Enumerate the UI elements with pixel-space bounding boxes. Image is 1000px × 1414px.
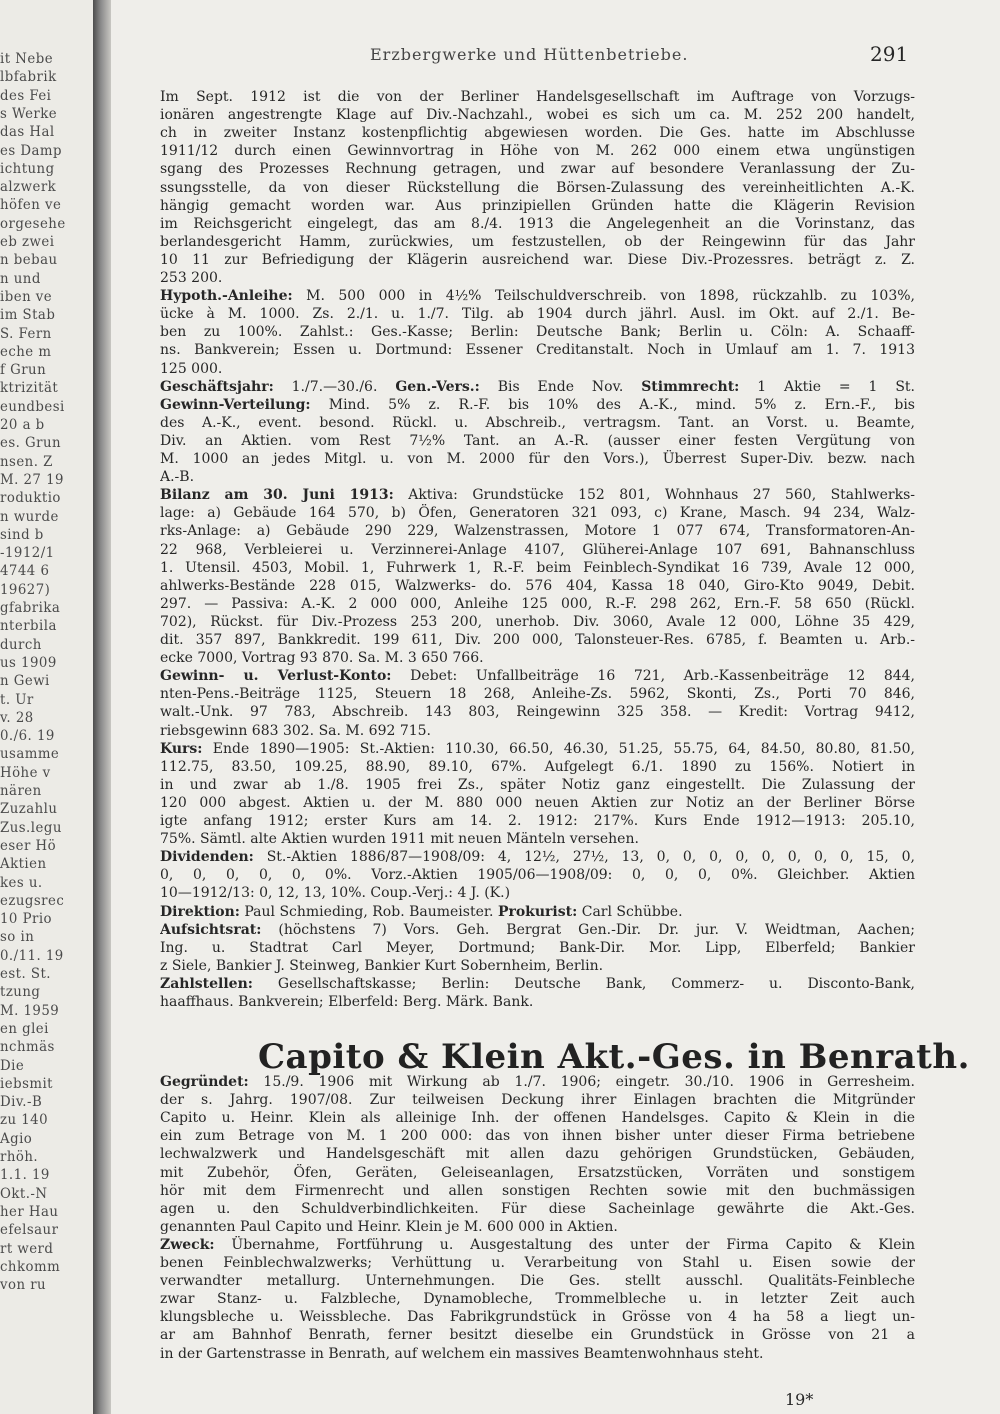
gutter-text-line: her Hau — [0, 1203, 59, 1220]
gutter-text-line: eb zwei — [0, 234, 55, 250]
gutter-text-line: iebsmit — [0, 1075, 54, 1092]
gutter-text-line: lbfabrik — [0, 69, 57, 86]
gutter-text-line: n und — [0, 270, 41, 287]
text-line — [160, 1127, 915, 1146]
entry-label: Aufsichtsrat: — [160, 921, 262, 938]
gutter-text-line: Aktien — [0, 856, 47, 873]
footer-signature: 19* — [785, 1390, 814, 1409]
text-line — [160, 468, 915, 487]
entry-text: riebsgewinn 683 302. Sa. M. 692 715. — [160, 722, 432, 739]
entry-text: A.-B. — [160, 469, 195, 486]
entry-text: im Reichsgericht eingelegt, das am 8./4. 1913 die Angelegenheit an die Vorinstanz, das — [160, 215, 915, 232]
entry-text: rks-Anlage: a) Gebäude 290 229, Walzenstrassen, Motore 1 077 674, Transformatoren-An- — [160, 523, 915, 540]
entry-text: hör mit dem Firmenrecht und allen sonstigen Rechten sowie mit den buchmässigen — [160, 1182, 915, 1199]
gutter-text-line: usamme — [0, 746, 60, 763]
entry-text: mit Zubehör, Öfen, Geräten, Geleiseanlagen, Ersatzstücken, Vorräten und sonstigem — [160, 1164, 915, 1181]
gutter-text-line: n wurde — [0, 508, 59, 525]
entry-label: Direktion: — [160, 903, 240, 920]
entry-text: verwandter metallurg. Unternehmungen. Die Ges. stellt ausschl. Qualitäts-Feinbleche — [160, 1273, 915, 1290]
text-line — [160, 794, 915, 813]
gutter-text-line: Höhe v — [0, 764, 51, 781]
section-title: Capito & Klein Akt.-Ges. in Benrath. — [258, 1037, 970, 1077]
gutter-text-line: eche m — [0, 343, 52, 360]
text-line — [160, 559, 915, 578]
gutter-text-line: Die — [0, 1057, 25, 1074]
entry-label: Bilanz am 30. Juni 1913: — [160, 487, 394, 504]
gutter-text-line: alzwerk — [0, 179, 57, 196]
entry-text: berlandesgericht Hamm, zurückwies, um festzustellen, ob der Reingewinn für das Jahr — [160, 233, 915, 250]
book-fold-shadow — [93, 0, 111, 1414]
text-line — [160, 957, 915, 976]
gutter-text-line: es Damp — [0, 142, 62, 159]
entry-text: 22 968, Verbleierei u. Verzinnerei-Anlage 4107, Glüherei-Anlage 107 691, Bahnanschluss — [160, 541, 915, 558]
gutter-text-line: tzung — [0, 984, 41, 1001]
entry-text: agen u. den Schuldverbindlichkeiten. Für diese Sacheinlage gewährte die Akt.-Ges. — [160, 1200, 915, 1217]
entry-text: 125 000. — [160, 360, 223, 377]
text-line — [160, 921, 915, 940]
entry-text: 10—1912/13: 0, 12, 13, 10%. Coup.-Verj.: 4 J. (K.) — [160, 885, 511, 902]
entry-label: Gewinn- u. Verlust-Konto: — [160, 668, 392, 685]
entry-text: Carl Schübbe. — [577, 903, 683, 920]
gutter-text-line: iben ve — [0, 288, 53, 305]
text-line — [160, 577, 915, 596]
text-line — [160, 269, 915, 288]
text-line — [160, 106, 915, 125]
text-line — [160, 939, 915, 958]
entry-text: Div. an Aktien. vom Rest 7½% Tant. an A.-R. (ausser einer festen Vergütung von — [160, 432, 915, 449]
gutter-text-line: ezugsrec — [0, 892, 65, 909]
text-line — [160, 848, 915, 867]
entry-text: 1 Aktie = 1 St. — [739, 378, 915, 395]
entry-text: 1./7.—30./6. — [273, 378, 396, 395]
text-line — [160, 1218, 915, 1237]
gutter-text-line: eundbesi — [0, 398, 65, 415]
text-line — [160, 993, 915, 1012]
gutter-text-line: Zuzahlu — [0, 801, 58, 818]
text-line — [160, 88, 915, 107]
entry-text: ein zum Betrage von M. 1 200 000: das von ihnen bisher unter dieser Firma betriebene — [160, 1128, 915, 1145]
entry-text: 112.75, 83.50, 109.25, 88.90, 89.10, 67%. Aufgelegt 6./1. 1890 zu 156%. Notiert in — [160, 758, 915, 775]
gutter-text-line: es. Grun — [0, 435, 62, 452]
text-line — [160, 1109, 915, 1128]
gutter-text-line: nterbila — [0, 618, 57, 635]
text-line — [160, 1345, 915, 1364]
gutter-text-line: nsen. Z — [0, 453, 53, 470]
text-line — [160, 305, 915, 324]
gutter-text-line: v. 28 — [0, 709, 34, 726]
gutter-text-line: das Hal — [0, 124, 55, 141]
gutter-text-line: des Fei — [0, 87, 52, 104]
gutter-text-line: M. 1959 — [0, 1002, 60, 1019]
text-line — [160, 812, 915, 831]
gutter-text-line: eser Hö — [0, 837, 57, 854]
gutter-text-line: 10 Prio — [0, 911, 53, 928]
entry-text: ar am Bahnhof Benrath, ferner besitzt dieselbe ein Grundstück in Grösse von 21 a — [160, 1327, 915, 1344]
gutter-text-line: est. St. — [0, 966, 51, 982]
entry-label: Stimmrecht: — [641, 378, 740, 395]
entry-text: ssungsstelle, da von dieser Rückstellung die Börsen-Zulassung des vereinheitlichten A.-K. — [160, 179, 915, 196]
text-line — [160, 341, 915, 360]
entry-text: 0, 0, 0, 0, 0, 0%. Vorz.-Aktien 1905/06—1908/09: 0, 0, 0, 0%. Gleichber. Aktien — [160, 867, 915, 884]
gutter-text-line: n Gewi — [0, 673, 50, 690]
gutter-text-line: 19627) — [0, 581, 51, 598]
entry-text: des A.-K., event. besond. Rückl. u. Abschreib., vertragsm. Tant. an Vorst. u. Beamte, — [160, 414, 915, 431]
entry-text: Übernahme, Fortführung u. Ausgestaltung des unter der Firma Capito & Klein — [214, 1236, 915, 1253]
entry-text: ahlwerks-Bestände 228 015, Walzwerks- do. 576 404, Kassa 18 040, Giro-Kto 9049, Debit. — [160, 577, 915, 594]
text-line — [160, 1272, 915, 1291]
entry-text: z Siele, Bankier J. Steinweg, Bankier Kurt Sobernheim, Berlin. — [160, 957, 604, 974]
text-line — [160, 1200, 915, 1219]
gutter-text-line: orgesehe — [0, 215, 66, 232]
gutter-text-line: rt werd — [0, 1240, 54, 1257]
text-line — [160, 1254, 915, 1273]
text-line — [160, 1164, 915, 1183]
entry-text: ben zu 100%. Zahlst.: Ges.-Kasse; Berlin: Deutsche Bank; Berlin u. Cöln: A. Schaaff- — [160, 324, 915, 341]
text-line — [160, 903, 915, 922]
text-line — [160, 667, 915, 686]
entry-text: M. 500 000 in 4½% Teilschuldverschreib. von 1898, rückzahlb. zu 103%, — [292, 288, 915, 305]
text-line — [160, 776, 915, 795]
gutter-text-line: so in — [0, 929, 35, 946]
entry-text: 120 000 abgest. Aktien u. der M. 880 000 neuen Aktien zur Notiz an der Berliner Börse — [160, 794, 915, 811]
text-line — [160, 522, 915, 541]
gutter-text-line: nären — [0, 783, 42, 799]
gutter-text-line: us 1909 — [0, 654, 57, 671]
entry-text: genannten Paul Capito und Heinr. Klein je M. 600 000 in Aktien. — [160, 1218, 618, 1235]
entry-label: Gewinn-Verteilung: — [160, 396, 311, 413]
text-line — [160, 1308, 915, 1327]
gutter-text-line: 4744 6 — [0, 563, 50, 580]
text-line — [160, 432, 915, 451]
gutter-text-line: roduktio — [0, 490, 61, 507]
gutter-text-line: zu 140 — [0, 1112, 49, 1129]
entry-label: Dividenden: — [160, 849, 254, 866]
gutter-text-line: Agio — [0, 1130, 33, 1147]
text-line — [160, 703, 915, 722]
text-line — [160, 830, 915, 849]
gutter-text-line: chkomm — [0, 1258, 61, 1275]
entry-text: dit. 357 897, Bankkredit. 199 611, Div. 200 000, Talonsteuer-Res. 6785, f. Beamten u. Arb.- — [160, 632, 915, 648]
text-line — [160, 233, 915, 252]
entry-text: Im Sept. 1912 ist die von der Berliner Handelsgesellschaft im Auftrage von Vorzugs- — [160, 89, 915, 105]
entry-text: 702), Rückst. für Div.-Prozess 253 200, unerhob. Div. 3060, Avale 12 000, Löhne 35 429, — [160, 613, 915, 630]
gutter-text-line: S. Fern — [0, 325, 52, 342]
entry-text: walt.-Unk. 97 783, Abschreib. 143 803, Reingewinn 325 358. — Kredit: Vortrag 9412, — [160, 704, 915, 721]
gutter-text-line: 0./11. 19 — [0, 947, 64, 964]
entry-text: ionären angestrengte Klage auf Div.-Nachzahl., wobei es sich um ca. M. 252 200 handelt, — [160, 107, 915, 124]
entry-text: ecke 7000, Vortrag 93 870. Sa. M. 3 650 766. — [160, 650, 484, 667]
text-line — [160, 595, 915, 614]
gutter-text-line: sind b — [0, 526, 44, 543]
text-line — [160, 396, 915, 415]
entry-text: 297. — Passiva: A.-K. 2 000 000, Anleihe 125 000, R.-F. 298 262, Ern.-F. 58 650 (Rückl. — [160, 595, 915, 612]
entry-text: Paul Schmieding, Rob. Baumeister. — [239, 903, 498, 920]
text-line — [160, 884, 915, 903]
text-line — [160, 450, 915, 469]
entry-text: Ing. u. Stadtrat Carl Meyer, Dortmund; Bank-Dir. Mor. Lipp, Elberfeld; Bankier — [160, 939, 915, 956]
entry-label: Zahlstellen: — [160, 975, 253, 992]
text-line — [160, 1145, 915, 1164]
gutter-text-line: im Stab — [0, 307, 56, 324]
text-line — [160, 414, 915, 433]
text-line — [160, 160, 915, 179]
entry-text: 10 11 zur Befriedigung der Klägerin ausreichend war. Diese Div.-Prozessres. beträgt z. Z. — [160, 251, 915, 268]
text-line — [160, 378, 915, 397]
gutter-text-line: 0./6. 19 — [0, 728, 55, 745]
entry-text: lage: a) Gebäude 164 570, b) Öfen, Generatoren 321 093, c) Krane, Masch. 94 234, Walz- — [160, 505, 915, 522]
text-line — [160, 360, 915, 379]
gutter-text-line: 1.1. 19 — [0, 1167, 50, 1184]
entry-text: 15./9. 1906 mit Wirkung ab 1./7. 1906; eingetr. 30./10. 1906 in Gerresheim. — [248, 1074, 915, 1090]
gutter-text-line: 20 a b — [0, 417, 45, 433]
entry-label: Zweck: — [160, 1236, 215, 1253]
gutter-text-line: n bebau — [0, 252, 58, 269]
text-line — [160, 649, 915, 668]
gutter-text-line: en glei — [0, 1020, 49, 1037]
gutter-text-line: Div.-B — [0, 1094, 43, 1111]
entry-label: Geschäftsjahr: — [160, 378, 274, 395]
gutter-text-line: kes u. — [0, 874, 43, 891]
entry-text: zwar Stanz- u. Falzbleche, Dynamobleche, Trommelbleche u. in letzter Zeit auch — [160, 1291, 915, 1308]
entry-text: Debet: Unfallbeiträge 16 721, Arb.-Kassenbeiträge 12 844, — [391, 668, 915, 685]
text-line — [160, 504, 915, 523]
gutter-text-line: s Werke — [0, 105, 58, 122]
gutter-text-line: ichtung — [0, 160, 55, 177]
gutter-text-line: ktrizität — [0, 380, 59, 397]
text-line — [160, 323, 915, 342]
entry-text: Bis Ende Nov. — [479, 378, 642, 395]
gutter-text-line: gfabrika — [0, 600, 61, 616]
gutter-text-line: rhöh. — [0, 1149, 39, 1165]
entry-text: St.-Aktien 1886/87—1908/09: 4, 12½, 27½, 13, 0, 0, 0, 0, 0, 0, 0, 0, 15, 0, — [253, 849, 915, 866]
entry-label: Gen.-Vers.: — [395, 378, 480, 395]
running-title: Erzbergwerke und Hüttenbetriebe. — [370, 45, 689, 64]
entry-text: der s. Jahrg. 1907/08. Zur teilweisen Deckung ihrer Einlagen brachten die Mitgründer — [160, 1092, 915, 1109]
entry-text: 75%. Sämtl. alte Aktien wurden 1911 mit neuen Mänteln versehen. — [160, 831, 639, 848]
gutter-text-line: M. 27 19 — [0, 471, 64, 488]
text-line — [160, 179, 915, 198]
entry-text: in und zwar ab 1./8. 1905 frei Zs., später Notiz ganz eingestellt. Die Zulassung der — [160, 776, 915, 793]
entry-text: M. 1000 an jedes Mitgl. u. von M. 2000 für den Vors.), Überrest Super-Div. bezw. nach — [160, 451, 915, 467]
entry-label: Kurs: — [160, 740, 203, 757]
entry-text: klungsbleche u. Weissbleche. Das Fabrikgrundstück in Grösse von 4 ha 58 a liegt un- — [160, 1309, 915, 1326]
page-number: 291 — [870, 42, 909, 66]
gutter-text-line: f Grun — [0, 362, 47, 379]
gutter-text-line: Okt.-N — [0, 1185, 48, 1202]
entry-text: Ende 1890—1905: St.-Aktien: 110.30, 66.50, 46.30, 51.25, 55.75, 64, 84.50, 80.80, 81.50, — [202, 740, 915, 757]
gutter-text-line: efelsaur — [0, 1222, 59, 1239]
text-line — [160, 1326, 915, 1345]
entry-text: 1. Utensil. 4503, Mobil. 1, Fuhrwerk 1, R.-F. beim Feinblech-Syndikat 16 739, Avale 12 000, — [160, 559, 915, 576]
gutter-text-line: höfen ve — [0, 197, 62, 214]
text-line — [160, 124, 915, 143]
entry-text: Aktiva: Grundstücke 152 801, Wohnhaus 27 560, Stahlwerks- — [393, 487, 915, 504]
text-line — [160, 1091, 915, 1110]
text-line — [160, 142, 915, 161]
text-line — [160, 215, 915, 234]
text-line — [160, 740, 915, 759]
entry-text: Gesellschaftskasse; Berlin: Deutsche Bank, Commerz- u. Disconto-Bank, — [252, 975, 915, 992]
text-line — [160, 251, 915, 270]
gutter-text-line: it Nebe — [0, 51, 54, 67]
text-line — [160, 866, 915, 885]
text-line — [160, 685, 915, 704]
entry-text: 1911/12 durch einen Gewinnvortrag in Höhe von M. 262 000 einem etwa ungünstigen — [160, 143, 915, 160]
gutter-text-line: t. Ur — [0, 691, 34, 708]
entry-text: benen Feinblechwalzwerks; Verhüttung u. Verarbeitung von Stahl u. Eisen sowie der — [160, 1255, 915, 1271]
text-line — [160, 975, 915, 994]
entry-text: ücke à M. 1000. Zs. 2./1. u. 1./7. Tilg. ab 1904 durch jährl. Ausl. im Okt. auf 2./1. Be- — [160, 306, 915, 323]
entry-text: (höchstens 7) Vors. Geh. Bergrat Gen.-Dir. Dr. jur. V. Weidtman, Aachen; — [261, 921, 915, 938]
entry-text: Capito u. Heinr. Klein als alleinige Inh. der offenen Handelsges. Capito & Klein in die — [160, 1110, 915, 1127]
entry-text: in der Gartenstrasse in Benrath, auf welchem ein massives Beamtenwohnhaus steht. — [160, 1345, 764, 1362]
text-line — [160, 1236, 915, 1255]
text-line — [160, 631, 915, 650]
text-line — [160, 1290, 915, 1309]
text-line — [160, 722, 915, 741]
text-line — [160, 541, 915, 560]
entry-label: Hypoth.-Anleihe: — [160, 288, 293, 305]
text-line — [160, 287, 915, 306]
text-line — [160, 1182, 915, 1201]
text-line — [160, 1073, 915, 1092]
entry-label: Prokurist: — [497, 903, 578, 920]
entry-text: 253 200. — [160, 270, 223, 286]
entry-text: hängig gemacht worden war. Aus prinzipiellen Gründen hatte die Klägerin Revision — [160, 197, 915, 214]
entry-text: ch in zweiter Instanz kostenpflichtig abgewiesen worden. Die Ges. hatte im Abschlusse — [160, 125, 915, 142]
text-line — [160, 613, 915, 632]
gutter-text-line: durch — [0, 636, 42, 653]
entry-text: haaffhaus. Bankverein; Elberfeld: Berg. Märk. Bank. — [160, 994, 534, 1010]
text-line — [160, 197, 915, 216]
gutter-text-line: Zus.legu — [0, 819, 62, 836]
entry-text: sgang des Prozesses Rechnung getragen, und zwar auf besondere Veranlassung der Zu- — [160, 161, 915, 178]
entry-text: igte anfang 1912; erster Kurs am 14. 2. 1912: 217%. Kurs Ende 1912—1913: 205.10, — [160, 813, 915, 829]
entry-text: Mind. 5% z. R.-F. bis 10% des A.-K., mind. 5% z. Ern.-F., bis — [310, 396, 915, 413]
entry-text: lechwalzwerk und Handelsgeschäft mit allen dazu gehörigen Grundstücken, Gebäuden, — [160, 1146, 915, 1163]
gutter-text-line: von ru — [0, 1277, 47, 1294]
text-line — [160, 486, 915, 505]
entry-text: ns. Bankverein; Essen u. Dortmund: Essener Creditanstalt. Noch in Umlauf am 1. 7. 1913 — [160, 342, 915, 359]
gutter-text-line: nchmäs — [0, 1039, 55, 1056]
gutter-text-line: -1912/1 — [0, 545, 55, 562]
entry-text: nten-Pens.-Beiträge 1125, Steuern 18 268, Anleihe-Zs. 5962, Skonti, Zs., Porti 70 846, — [160, 686, 915, 703]
entry-label: Gegründet: — [160, 1074, 249, 1090]
text-line — [160, 758, 915, 777]
left-page-gutter — [0, 0, 93, 1414]
